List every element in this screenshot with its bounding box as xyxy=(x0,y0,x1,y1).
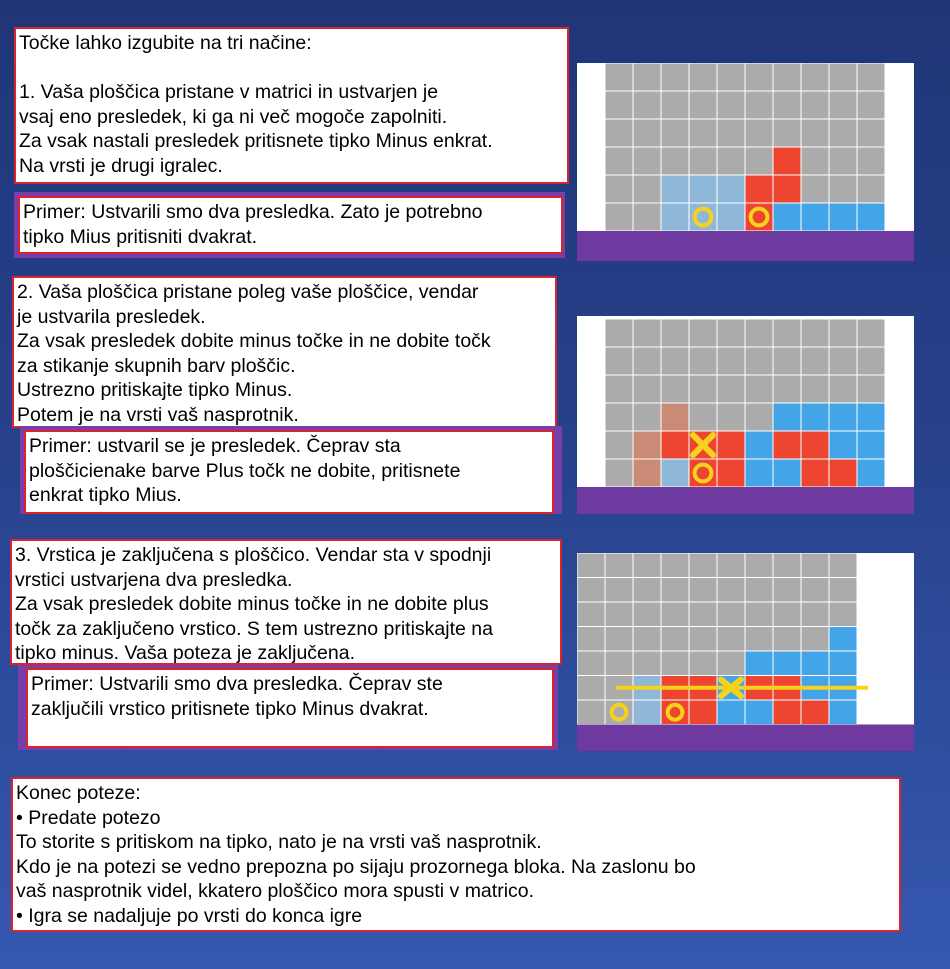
tile-cell xyxy=(662,432,689,459)
rule-3-example-frame xyxy=(18,665,558,750)
tile-cell xyxy=(718,176,745,203)
matrix-base xyxy=(577,231,914,261)
empty-cell xyxy=(802,627,829,651)
empty-cell xyxy=(774,64,801,91)
tile-cell xyxy=(802,404,829,431)
matrix-base xyxy=(577,725,914,752)
empty-cell xyxy=(634,554,661,578)
empty-cell xyxy=(718,578,745,602)
empty-cell xyxy=(634,376,661,403)
tile-cell xyxy=(774,404,801,431)
empty-cell xyxy=(634,348,661,375)
empty-cell xyxy=(718,376,745,403)
empty-cell xyxy=(690,627,717,651)
empty-cell xyxy=(606,432,633,459)
empty-cell xyxy=(578,554,605,578)
tile-cell xyxy=(662,404,689,431)
empty-cell xyxy=(774,348,801,375)
tile-cell xyxy=(802,432,829,459)
tile-cell xyxy=(746,460,773,487)
empty-cell xyxy=(830,120,857,147)
empty-cell xyxy=(802,148,829,175)
empty-cell xyxy=(830,176,857,203)
tile-cell xyxy=(830,460,857,487)
tile-cell xyxy=(634,460,661,487)
rule-1-example-text: Primer: Ustvarili smo dva presledka. Zato je potrebno tipko Mius pritisniti dvakrat. xyxy=(18,196,563,254)
tile-cell xyxy=(858,204,885,231)
empty-cell xyxy=(662,578,689,602)
empty-cell xyxy=(858,376,885,403)
rule-1-example-frame xyxy=(14,192,565,258)
empty-cell xyxy=(802,578,829,602)
empty-cell xyxy=(746,148,773,175)
empty-cell xyxy=(774,92,801,119)
tile-cell xyxy=(774,176,801,203)
tile-matrix-2 xyxy=(577,316,914,514)
tile-cell xyxy=(634,701,661,725)
empty-cell xyxy=(690,578,717,602)
empty-cell xyxy=(802,320,829,347)
tile-cell xyxy=(830,627,857,651)
empty-cell xyxy=(634,204,661,231)
empty-cell xyxy=(746,627,773,651)
empty-cell xyxy=(578,701,605,725)
empty-cell xyxy=(690,603,717,627)
empty-cell xyxy=(606,148,633,175)
tile-cell xyxy=(634,432,661,459)
tile-cell xyxy=(830,701,857,725)
empty-cell xyxy=(662,320,689,347)
tile-cell xyxy=(718,432,745,459)
empty-cell xyxy=(606,652,633,676)
empty-cell xyxy=(774,627,801,651)
tile-cell xyxy=(774,460,801,487)
empty-cell xyxy=(606,627,633,651)
tile-cell xyxy=(802,204,829,231)
tile-cell xyxy=(858,404,885,431)
empty-cell xyxy=(746,348,773,375)
empty-cell xyxy=(578,652,605,676)
empty-cell xyxy=(746,120,773,147)
empty-cell xyxy=(802,554,829,578)
tile-cell xyxy=(774,432,801,459)
empty-cell xyxy=(690,148,717,175)
turn-end-text: Konec poteze: • Predate potezo To storite s pritiskom na tipko, nato je na vrsti vaš nasprotnik. Kdo je na potezi se vedno prepozna po sijaju prozornega bloka. Na zaslonu bo vaš nasprotnik videl, kkatero ploščico mora spusti v matrico. • Igra se nadaljuje po vrsti do konca igre xyxy=(11,777,901,932)
empty-cell xyxy=(830,92,857,119)
tile-cell xyxy=(774,652,801,676)
empty-cell xyxy=(802,376,829,403)
empty-cell xyxy=(774,554,801,578)
empty-cell xyxy=(858,92,885,119)
tile-cell xyxy=(830,432,857,459)
tile-cell xyxy=(858,432,885,459)
tile-cell xyxy=(662,460,689,487)
empty-cell xyxy=(746,404,773,431)
empty-cell xyxy=(718,64,745,91)
empty-cell xyxy=(690,554,717,578)
empty-cell xyxy=(774,376,801,403)
empty-cell xyxy=(662,603,689,627)
empty-cell xyxy=(802,64,829,91)
empty-cell xyxy=(578,627,605,651)
tile-cell xyxy=(774,204,801,231)
empty-cell xyxy=(746,320,773,347)
tile-matrix-1 xyxy=(577,63,914,261)
empty-cell xyxy=(858,148,885,175)
empty-cell xyxy=(690,348,717,375)
empty-cell xyxy=(578,603,605,627)
tile-matrix-3 xyxy=(577,553,914,751)
empty-cell xyxy=(718,92,745,119)
empty-cell xyxy=(690,404,717,431)
empty-cell xyxy=(718,404,745,431)
empty-cell xyxy=(634,120,661,147)
empty-cell xyxy=(662,148,689,175)
empty-cell xyxy=(606,404,633,431)
empty-cell xyxy=(662,348,689,375)
empty-cell xyxy=(662,554,689,578)
empty-cell xyxy=(718,348,745,375)
empty-cell xyxy=(634,320,661,347)
empty-cell xyxy=(830,64,857,91)
empty-cell xyxy=(578,676,605,700)
empty-cell xyxy=(606,603,633,627)
empty-cell xyxy=(858,176,885,203)
tile-cell xyxy=(662,204,689,231)
empty-cell xyxy=(606,120,633,147)
tile-cell xyxy=(746,176,773,203)
empty-cell xyxy=(802,120,829,147)
tile-cell xyxy=(690,701,717,725)
tile-cell xyxy=(830,652,857,676)
empty-cell xyxy=(634,652,661,676)
rule-2-text: 2. Vaša ploščica pristane poleg vaše ploščice, vendar je ustvarila presledek. Za vsak presledek dobite minus točke in ne dobite točk za stikanje skupnih barv ploščic. Ustrezno pritiskajte tipko Minus. Potem je na vrsti vaš nasprotnik. xyxy=(12,276,557,428)
empty-cell xyxy=(858,348,885,375)
empty-cell xyxy=(718,627,745,651)
empty-cell xyxy=(606,92,633,119)
tile-cell xyxy=(718,204,745,231)
empty-cell xyxy=(858,320,885,347)
tile-cell xyxy=(718,701,745,725)
empty-cell xyxy=(774,120,801,147)
empty-cell xyxy=(634,578,661,602)
empty-cell xyxy=(690,92,717,119)
empty-cell xyxy=(634,404,661,431)
empty-cell xyxy=(690,652,717,676)
empty-cell xyxy=(634,627,661,651)
tile-cell xyxy=(802,652,829,676)
empty-cell xyxy=(634,603,661,627)
empty-cell xyxy=(830,603,857,627)
empty-cell xyxy=(774,320,801,347)
matrix-base xyxy=(577,487,914,514)
empty-cell xyxy=(746,603,773,627)
grid-panel-2 xyxy=(577,316,914,514)
tile-cell xyxy=(802,701,829,725)
empty-cell xyxy=(662,92,689,119)
tile-cell xyxy=(774,701,801,725)
rule-3-example-text: Primer: Ustvarili smo dva presledka. Čeprav ste zaključili vrstico pritisnete tipko Minus dvakrat. xyxy=(26,668,554,748)
empty-cell xyxy=(718,148,745,175)
empty-cell xyxy=(718,554,745,578)
tile-cell xyxy=(746,432,773,459)
empty-cell xyxy=(802,92,829,119)
empty-cell xyxy=(606,204,633,231)
empty-cell xyxy=(606,554,633,578)
empty-cell xyxy=(578,578,605,602)
tile-cell xyxy=(746,652,773,676)
empty-cell xyxy=(774,578,801,602)
empty-cell xyxy=(606,460,633,487)
empty-cell xyxy=(690,64,717,91)
empty-cell xyxy=(830,578,857,602)
tile-cell xyxy=(690,176,717,203)
empty-cell xyxy=(858,120,885,147)
tile-cell xyxy=(746,701,773,725)
empty-cell xyxy=(662,120,689,147)
tile-cell xyxy=(774,148,801,175)
rule-1-text: Točke lahko izgubite na tri načine: 1. Vaša ploščica pristane v matrici in ustvarjen je vsaj eno presledek, ki ga ni več mogoče zapolniti. Za vsak nastali presledek pritisnete tipko Minus enkrat. Na vrsti je drugi igralec. xyxy=(14,27,569,184)
empty-cell xyxy=(830,320,857,347)
empty-cell xyxy=(802,176,829,203)
empty-cell xyxy=(802,348,829,375)
grid-panel-3 xyxy=(577,553,914,751)
empty-cell xyxy=(802,603,829,627)
empty-cell xyxy=(606,64,633,91)
empty-cell xyxy=(606,176,633,203)
tile-cell xyxy=(718,460,745,487)
tile-cell xyxy=(830,204,857,231)
empty-cell xyxy=(858,64,885,91)
grid-panel-1 xyxy=(577,63,914,261)
empty-cell xyxy=(774,603,801,627)
tile-cell xyxy=(662,176,689,203)
empty-cell xyxy=(606,348,633,375)
empty-cell xyxy=(662,627,689,651)
empty-cell xyxy=(718,603,745,627)
empty-cell xyxy=(634,64,661,91)
empty-cell xyxy=(606,320,633,347)
tile-cell xyxy=(830,404,857,431)
rule-2-example-text: Primer: ustvaril se je presledek. Čeprav sta ploščicienake barve Plus točk ne dobite, pritisnete enkrat tipko Mius. xyxy=(24,430,554,514)
empty-cell xyxy=(830,554,857,578)
rule-2-example-frame xyxy=(20,426,562,514)
tile-cell xyxy=(858,460,885,487)
empty-cell xyxy=(746,64,773,91)
empty-cell xyxy=(690,120,717,147)
empty-cell xyxy=(634,148,661,175)
empty-cell xyxy=(830,148,857,175)
empty-cell xyxy=(662,376,689,403)
empty-cell xyxy=(746,92,773,119)
empty-cell xyxy=(606,578,633,602)
empty-cell xyxy=(662,652,689,676)
empty-cell xyxy=(718,652,745,676)
empty-cell xyxy=(746,578,773,602)
empty-cell xyxy=(830,376,857,403)
empty-cell xyxy=(718,120,745,147)
empty-cell xyxy=(662,64,689,91)
empty-cell xyxy=(718,320,745,347)
empty-cell xyxy=(830,348,857,375)
empty-cell xyxy=(634,92,661,119)
empty-cell xyxy=(746,376,773,403)
rule-3-text: 3. Vrstica je zaključena s ploščico. Vendar sta v spodnji vrstici ustvarjena dva presledka. Za vsak presledek dobite minus točke in ne dobite plus točk za zaključeno vrstico. S tem ustrezno pritiskajte na tipko minus. Vaša poteza je zaključena. xyxy=(10,539,562,665)
empty-cell xyxy=(634,176,661,203)
empty-cell xyxy=(746,554,773,578)
tile-cell xyxy=(802,460,829,487)
empty-cell xyxy=(690,320,717,347)
empty-cell xyxy=(606,376,633,403)
empty-cell xyxy=(690,376,717,403)
